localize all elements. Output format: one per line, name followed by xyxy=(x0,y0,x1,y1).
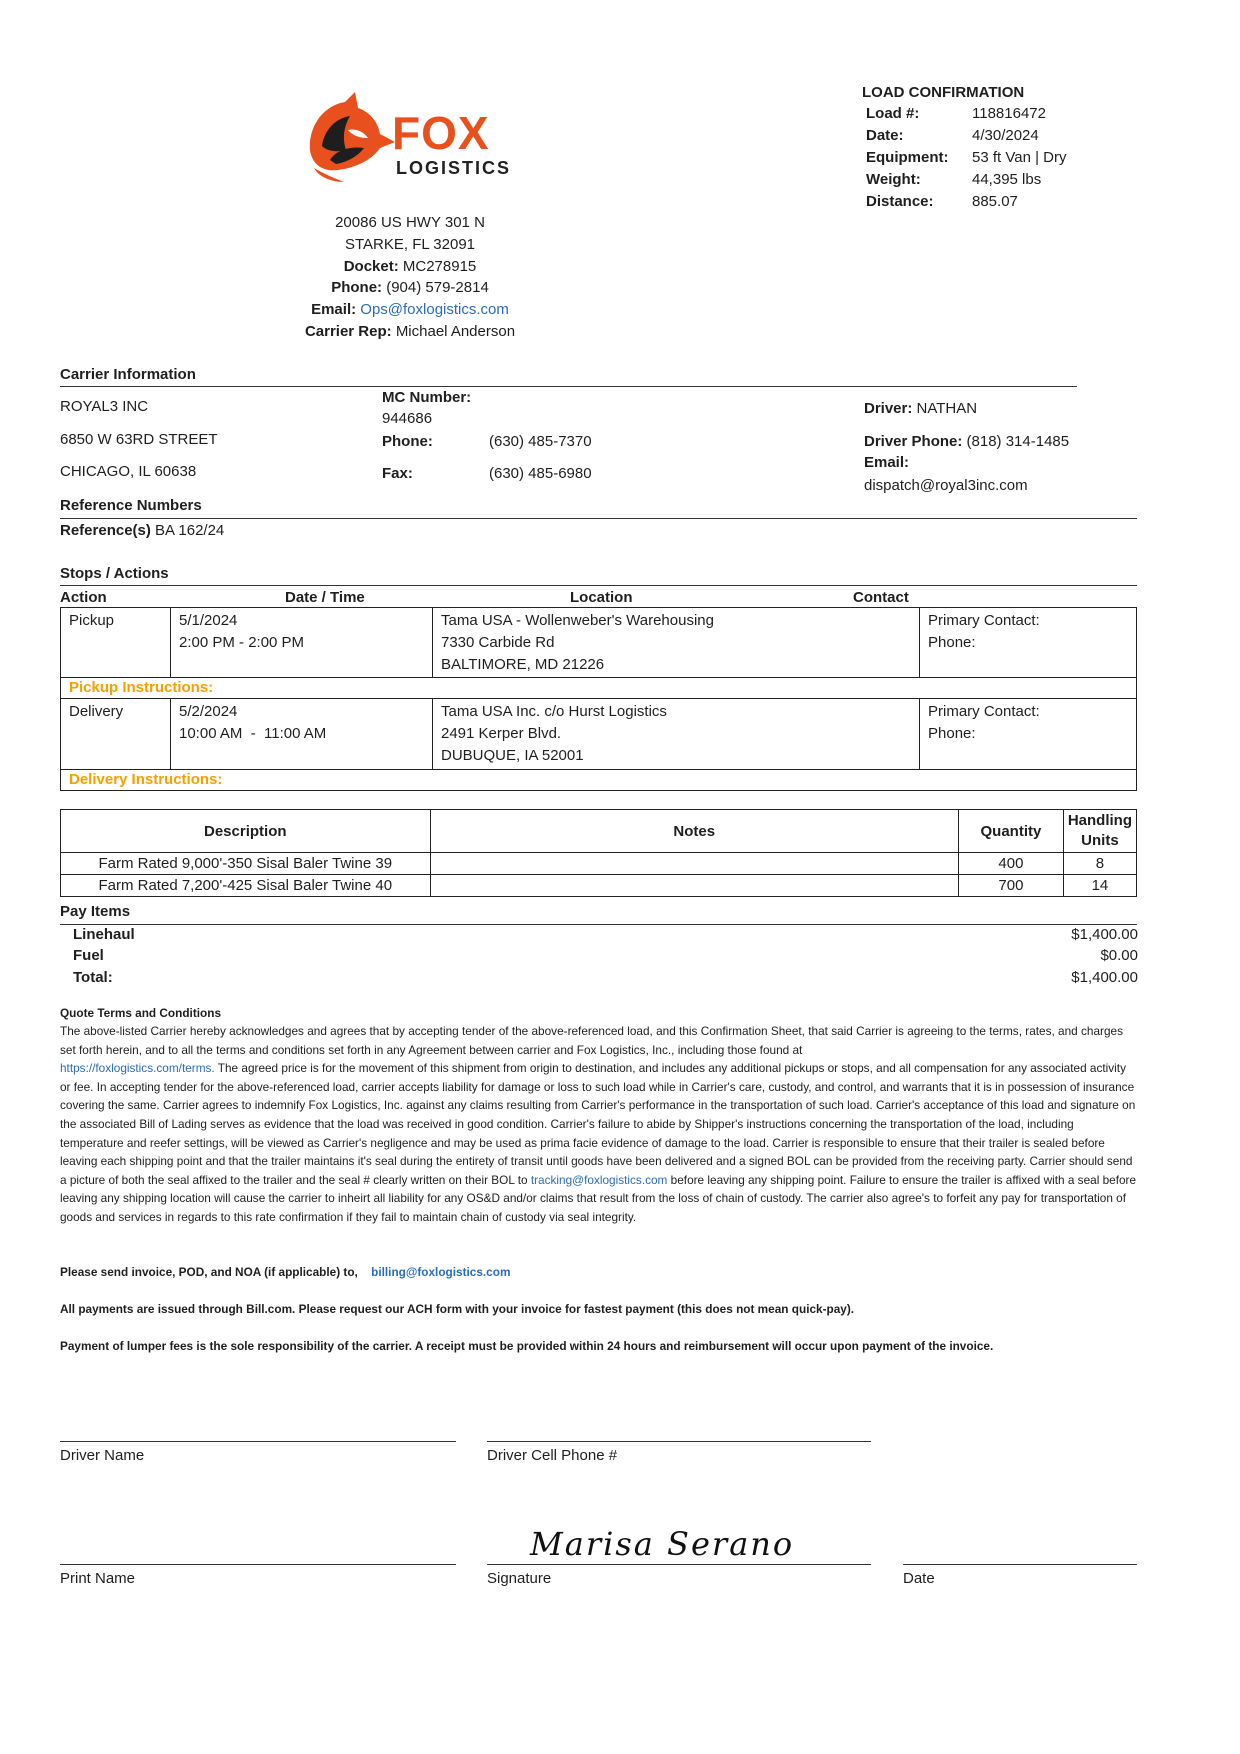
driver-name-line xyxy=(60,1441,456,1442)
carrier-fax-label: Fax: xyxy=(382,465,413,482)
carrier-city: CHICAGO, IL 60638 xyxy=(60,463,197,480)
items-header-quantity: Quantity xyxy=(959,810,1064,853)
item-quantity: 400 xyxy=(959,853,1064,875)
date-label: Date xyxy=(903,1570,935,1587)
linehaul-label: Linehaul xyxy=(73,926,135,943)
terms-text-1: The above-listed Carrier hereby acknowledges and agrees that by accepting tender of the above-referenced load, and this Confirmation Sheet, that said Carrier is agreeing to the terms, rates, and charges set forth herein, and to all the terms and conditions set forth in any Agreement between carrier and Fox Logistics, Inc., including those found at xyxy=(60,1024,1123,1057)
table-row xyxy=(61,875,1137,897)
company-email-label: Email: xyxy=(311,301,357,319)
carrier-name: ROYAL3 INC xyxy=(60,398,149,415)
stop-contact xyxy=(920,699,1137,769)
stop-time: 2:00 PM - 2:00 PM xyxy=(179,633,305,651)
total-amount: $1,400.00 xyxy=(1071,969,1138,986)
terms-text-2: The agreed price is for the movement of this shipment from origin to destination, and includes any additional pickups or stops, and all compensation for any associated activity or fee. In accepting tender for the above-referenced load, carrier accepts liability for damage or loss to such load while in Carrier's care, custody, and control, and warrants that it is in possession of insurance covering the same. Carrier agrees to indemnify Fox Logistics, Inc. against any claims resulting from Carrier's performance in the transportation of such load. Carrier's acceptance of this load and signature on the associated Bill of Lading serves as evidence that the load was received in good condition. Carrier's failure to abide by Shipper's instructions concerning the transportation of the load, including temperature and reefer settings, will be viewed as Carrier's negligence and may be used as prima facie evidence of damage to the load. Carrier is responsible to ensure that their trailer is sealed before leaving each shipping point and that the trailer maintains it's seal during the entirety of transit until goods have been delivered and a signed BOL can be provided from the receiving party. Carrier should send a picture of both the seal affixed to the trailer and the seal # clearly written on their BOL to xyxy=(60,1061,1136,1187)
stops-header-action: Action xyxy=(60,589,107,606)
company-phone-label: Phone: xyxy=(331,279,383,297)
stops-divider xyxy=(60,585,1137,586)
stop-location-city: BALTIMORE, MD 21226 xyxy=(441,655,605,673)
load-date: 4/30/2024 xyxy=(972,127,1039,144)
billing-email-link[interactable]: billing@foxlogistics.com xyxy=(371,1265,511,1279)
reference-divider xyxy=(60,518,1137,519)
docket-label: Docket: xyxy=(343,257,399,275)
items-header-handling-2: Units xyxy=(1081,832,1119,849)
driver-name: NATHAN xyxy=(916,400,978,417)
logo-main-text: FOX xyxy=(392,107,490,159)
delivery-instructions: Delivery Instructions: xyxy=(61,769,1137,790)
equipment-label: Equipment: xyxy=(866,149,949,166)
items-header-handling xyxy=(1063,810,1136,853)
stops-table-wrap xyxy=(60,607,1137,791)
fuel-amount: $0.00 xyxy=(1100,947,1138,964)
terms-link[interactable]: https://foxlogistics.com/terms. xyxy=(60,1061,215,1076)
carrier-divider xyxy=(60,386,1077,387)
terms-text-3: before leaving any shipping point. Failure to ensure the trailer is affixed with a seal before leaving any shipping location will cause the carrier to inheirt all liability for any OS&D and/or claims that result from the loss of chain of custody. The carrier also agree's to forfeit any pay for transportation of goods and services in regards to this rate confirmation if they fail to maintain chain of custody via seal integrity. xyxy=(60,1172,1137,1224)
stop-phone: Phone: xyxy=(928,725,976,743)
stop-location-name: Tama USA Inc. c/o Hurst Logistics xyxy=(441,703,667,721)
items-table-wrap xyxy=(60,809,1137,897)
stop-action: Pickup xyxy=(61,608,171,678)
reference-label: Reference(s) xyxy=(60,522,151,539)
load-number: 118816472 xyxy=(972,105,1046,122)
terms-body xyxy=(60,1022,1139,1227)
item-description: Farm Rated 9,000'-350 Sisal Baler Twine 39 xyxy=(61,853,431,875)
carrier-email: dispatch@royal3inc.com xyxy=(864,477,1028,494)
carrier-email-label: Email: xyxy=(864,454,910,471)
stop-contact xyxy=(920,608,1137,678)
pay-section-title: Pay Items xyxy=(60,903,131,920)
stops-header-datetime: Date / Time xyxy=(285,589,365,606)
mc-number: 944686 xyxy=(382,410,433,427)
docket-value: MC278915 xyxy=(402,257,477,275)
stops-table xyxy=(60,607,1137,791)
company-address-1: 20086 US HWY 301 N xyxy=(335,214,485,231)
load-details xyxy=(866,103,1067,213)
carrier-rep: Michael Anderson xyxy=(395,322,516,340)
logo-sub-text: LOGISTICS xyxy=(396,158,512,178)
stops-header-contact: Contact xyxy=(853,589,909,606)
stop-datetime xyxy=(171,608,433,678)
carrier-fax: (630) 485-6980 xyxy=(489,465,592,482)
terms-title: Quote Terms and Conditions xyxy=(60,1006,222,1020)
load-confirmation-title: LOAD CONFIRMATION xyxy=(862,84,1025,101)
item-units: 8 xyxy=(1063,853,1136,875)
load-number-label: Load #: xyxy=(866,105,920,122)
pickup-instructions-row xyxy=(61,678,1137,699)
delivery-instructions-row xyxy=(61,769,1137,790)
pay-divider xyxy=(60,924,1137,925)
company-info xyxy=(270,212,550,343)
stop-datetime xyxy=(171,699,433,769)
carrier-phone-label: Phone: xyxy=(382,433,433,450)
stop-location xyxy=(433,608,920,678)
company-phone: (904) 579-2814 xyxy=(386,279,489,297)
signature-label: Signature xyxy=(487,1570,552,1587)
carrier-street: 6850 W 63RD STREET xyxy=(60,431,218,448)
items-header-row xyxy=(61,810,1137,853)
driver-cell-line xyxy=(487,1441,871,1442)
driver-cell-label: Driver Cell Phone # xyxy=(487,1447,618,1464)
item-notes xyxy=(430,853,958,875)
stop-date: 5/2/2024 xyxy=(179,703,238,721)
stop-location xyxy=(433,699,920,769)
driver-label: Driver: xyxy=(864,400,913,417)
signature-line xyxy=(487,1564,871,1565)
stops-section-title: Stops / Actions xyxy=(60,565,169,582)
print-name-line xyxy=(60,1564,456,1565)
stop-primary-contact: Primary Contact: xyxy=(928,612,1040,629)
reference-section-title: Reference Numbers xyxy=(60,497,202,514)
payments-notice: All payments are issued through Bill.com. Please request our ACH form with your invoice for fastest payment (this does not mean quick-pay). xyxy=(60,1302,855,1316)
items-header-notes: Notes xyxy=(430,810,958,853)
tracking-email-link[interactable]: tracking@foxlogistics.com xyxy=(530,1172,668,1187)
stop-row-delivery xyxy=(61,699,1137,769)
company-address-2: STARKE, FL 32091 xyxy=(344,235,476,253)
stop-location-city: DUBUQUE, IA 52001 xyxy=(441,746,584,764)
item-description: Farm Rated 7,200'-425 Sisal Baler Twine 40 xyxy=(61,875,431,897)
distance: 885.07 xyxy=(972,193,1018,210)
linehaul-amount: $1,400.00 xyxy=(1071,926,1138,943)
mc-number-label: MC Number: xyxy=(382,389,472,406)
company-logo xyxy=(300,90,520,195)
stop-location-street: 2491 Kerper Blvd. xyxy=(441,725,562,743)
item-quantity: 700 xyxy=(959,875,1064,897)
signature-image: Marisa Serano xyxy=(530,1525,795,1563)
stop-primary-contact: Primary Contact: xyxy=(928,703,1040,721)
weight: 44,395 lbs xyxy=(972,171,1042,188)
carrier-phone: (630) 485-7370 xyxy=(489,433,592,450)
date-line xyxy=(903,1564,1137,1565)
carrier-rep-label: Carrier Rep: xyxy=(304,322,392,340)
carrier-section-title: Carrier Information xyxy=(60,366,196,383)
equipment: 53 ft Van | Dry xyxy=(972,149,1067,166)
weight-label: Weight: xyxy=(866,171,921,188)
lumper-notice: Payment of lumper fees is the sole responsibility of the carrier. A receipt must be provided within 24 hours and reimbursement will occur upon payment of the invoice. xyxy=(60,1339,994,1353)
invoice-instructions: Please send invoice, POD, and NOA (if applicable) to, xyxy=(60,1265,358,1279)
stop-action: Delivery xyxy=(61,699,171,769)
stops-header-location: Location xyxy=(570,589,633,606)
stop-time: 10:00 AM - 11:00 AM xyxy=(179,725,327,743)
load-date-label: Date: xyxy=(866,127,904,144)
stop-location-name: Tama USA - Wollenweber's Warehousing xyxy=(441,612,714,629)
print-name-label: Print Name xyxy=(60,1570,136,1587)
stop-location-street: 7330 Carbide Rd xyxy=(441,633,555,651)
items-header-description: Description xyxy=(61,810,431,853)
driver-phone-label: Driver Phone: xyxy=(864,433,963,450)
items-table xyxy=(60,809,1137,897)
item-notes xyxy=(430,875,958,897)
items-header-handling-1: Handling xyxy=(1067,812,1132,829)
driver-name-label: Driver Name xyxy=(60,1447,145,1464)
table-row xyxy=(61,853,1137,875)
reference-value: BA 162/24 xyxy=(155,522,225,539)
driver-phone: (818) 314-1485 xyxy=(966,433,1070,450)
item-units: 14 xyxy=(1063,875,1136,897)
fuel-label: Fuel xyxy=(73,947,104,964)
total-label: Total: xyxy=(73,969,113,986)
stop-phone: Phone: xyxy=(928,633,976,651)
stop-row-pickup xyxy=(61,608,1137,678)
stop-date: 5/1/2024 xyxy=(179,612,238,629)
company-email-link[interactable]: Ops@foxlogistics.com xyxy=(360,301,509,319)
distance-label: Distance: xyxy=(866,193,934,210)
pickup-instructions: Pickup Instructions: xyxy=(61,678,1137,699)
